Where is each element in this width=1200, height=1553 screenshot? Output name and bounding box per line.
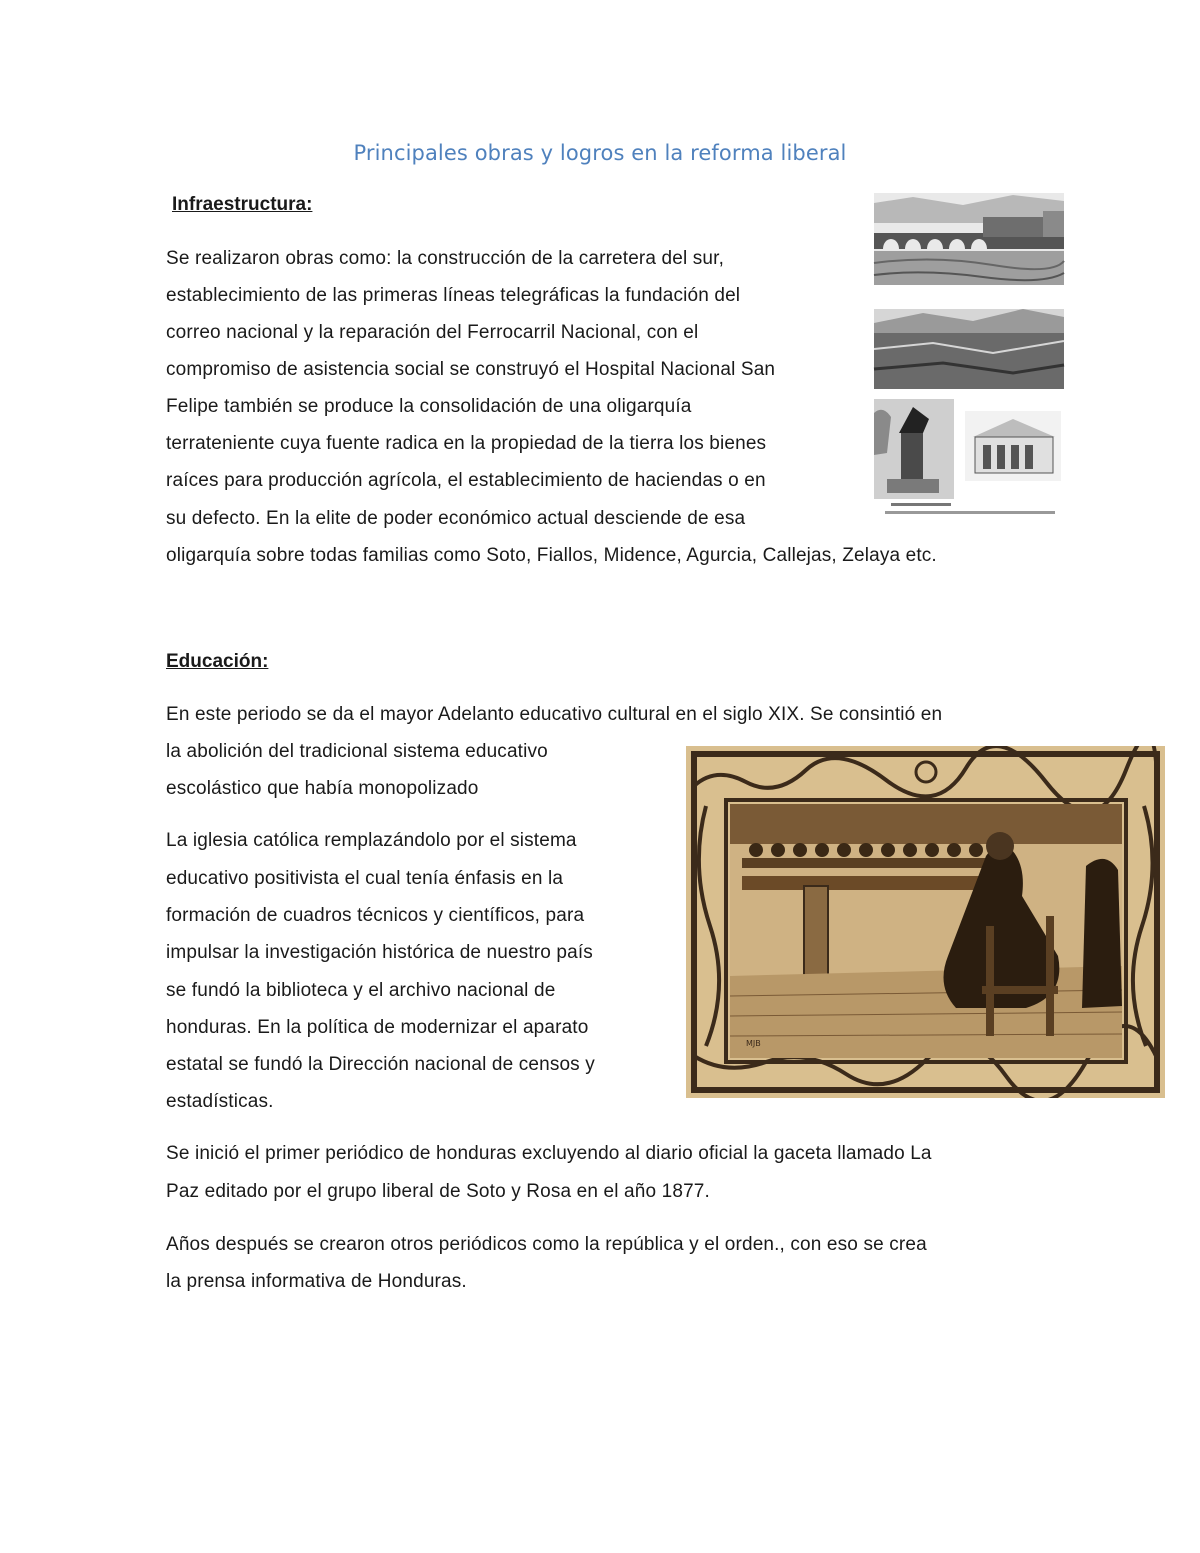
infra-line: Felipe también se produce la consolidación de una oligarquía	[166, 396, 692, 417]
page-title: Principales obras y logros en la reforma liberal	[353, 141, 847, 165]
infra-line: compromiso de asistencia social se construyó el Hospital Nacional San	[166, 359, 776, 380]
edu-para3-line: la prensa informativa de Honduras.	[166, 1271, 467, 1292]
edu-body-line: impulsar la investigación histórica de nuestro país	[166, 942, 593, 963]
edu-body-line: educativo positivista el cual tenía énfasis en la	[166, 868, 564, 889]
edu-body-line: La iglesia católica remplazándolo por el sistema	[166, 830, 577, 851]
infra-line: correo nacional y la reparación del Ferrocarril Nacional, con el	[166, 322, 699, 343]
edu-body-line: estadísticas.	[166, 1091, 274, 1112]
infra-line: establecimiento de las primeras líneas telegráficas la fundación del	[166, 285, 741, 306]
edu-intro-line: escolástico que había monopolizado	[166, 778, 479, 799]
building-engraving	[965, 411, 1061, 481]
bridge-engraving	[874, 193, 1064, 285]
statue-engraving	[874, 399, 954, 499]
edu-body-line: se fundó la biblioteca y el archivo nacional de	[166, 980, 556, 1001]
edu-intro-line: la abolición del tradicional sistema educativo	[166, 741, 548, 762]
infra-line: raíces para producción agrícola, el establecimiento de haciendas o en	[166, 470, 766, 491]
infra-line: su defecto. En la elite de poder económico actual desciende de esa	[166, 508, 746, 529]
edu-para2-line: Se inició el primer periódico de honduras excluyendo al diario oficial la gaceta llamado La	[166, 1143, 932, 1164]
valley-engraving	[874, 309, 1064, 389]
edu-intro-line: En este periodo se da el mayor Adelanto educativo cultural en el siglo XIX. Se consintió en	[166, 704, 943, 725]
section-heading-infraestructura: Infraestructura:	[172, 194, 313, 215]
edu-para2-line: Paz editado por el grupo liberal de Soto y Rosa en el año 1877.	[166, 1181, 710, 1202]
section-heading-educacion: Educación:	[166, 651, 269, 672]
edu-body-line: honduras. En la política de modernizar el aparato	[166, 1017, 589, 1038]
edu-para3-line: Años después se crearon otros periódicos como la república y el orden., con eso se crea	[166, 1234, 927, 1255]
svg-text:MJB: MJB	[746, 1039, 761, 1048]
edu-body-line: estatal se fundó la Dirección nacional de censos y	[166, 1054, 595, 1075]
edu-body-line: formación de cuadros técnicos y científicos, para	[166, 905, 585, 926]
infrastructure-collage-image	[873, 193, 1065, 521]
infra-line: terrateniente cuya fuente radica en la propiedad de la tierra los bienes	[166, 433, 767, 454]
infra-line: oligarquía sobre todas familias como Soto, Fiallos, Midence, Agurcia, Callejas, Zelaya etc.	[166, 545, 937, 566]
classroom-engraving-image	[686, 746, 1165, 1098]
infra-line: Se realizaron obras como: la construcción de la carretera del sur,	[166, 248, 725, 269]
